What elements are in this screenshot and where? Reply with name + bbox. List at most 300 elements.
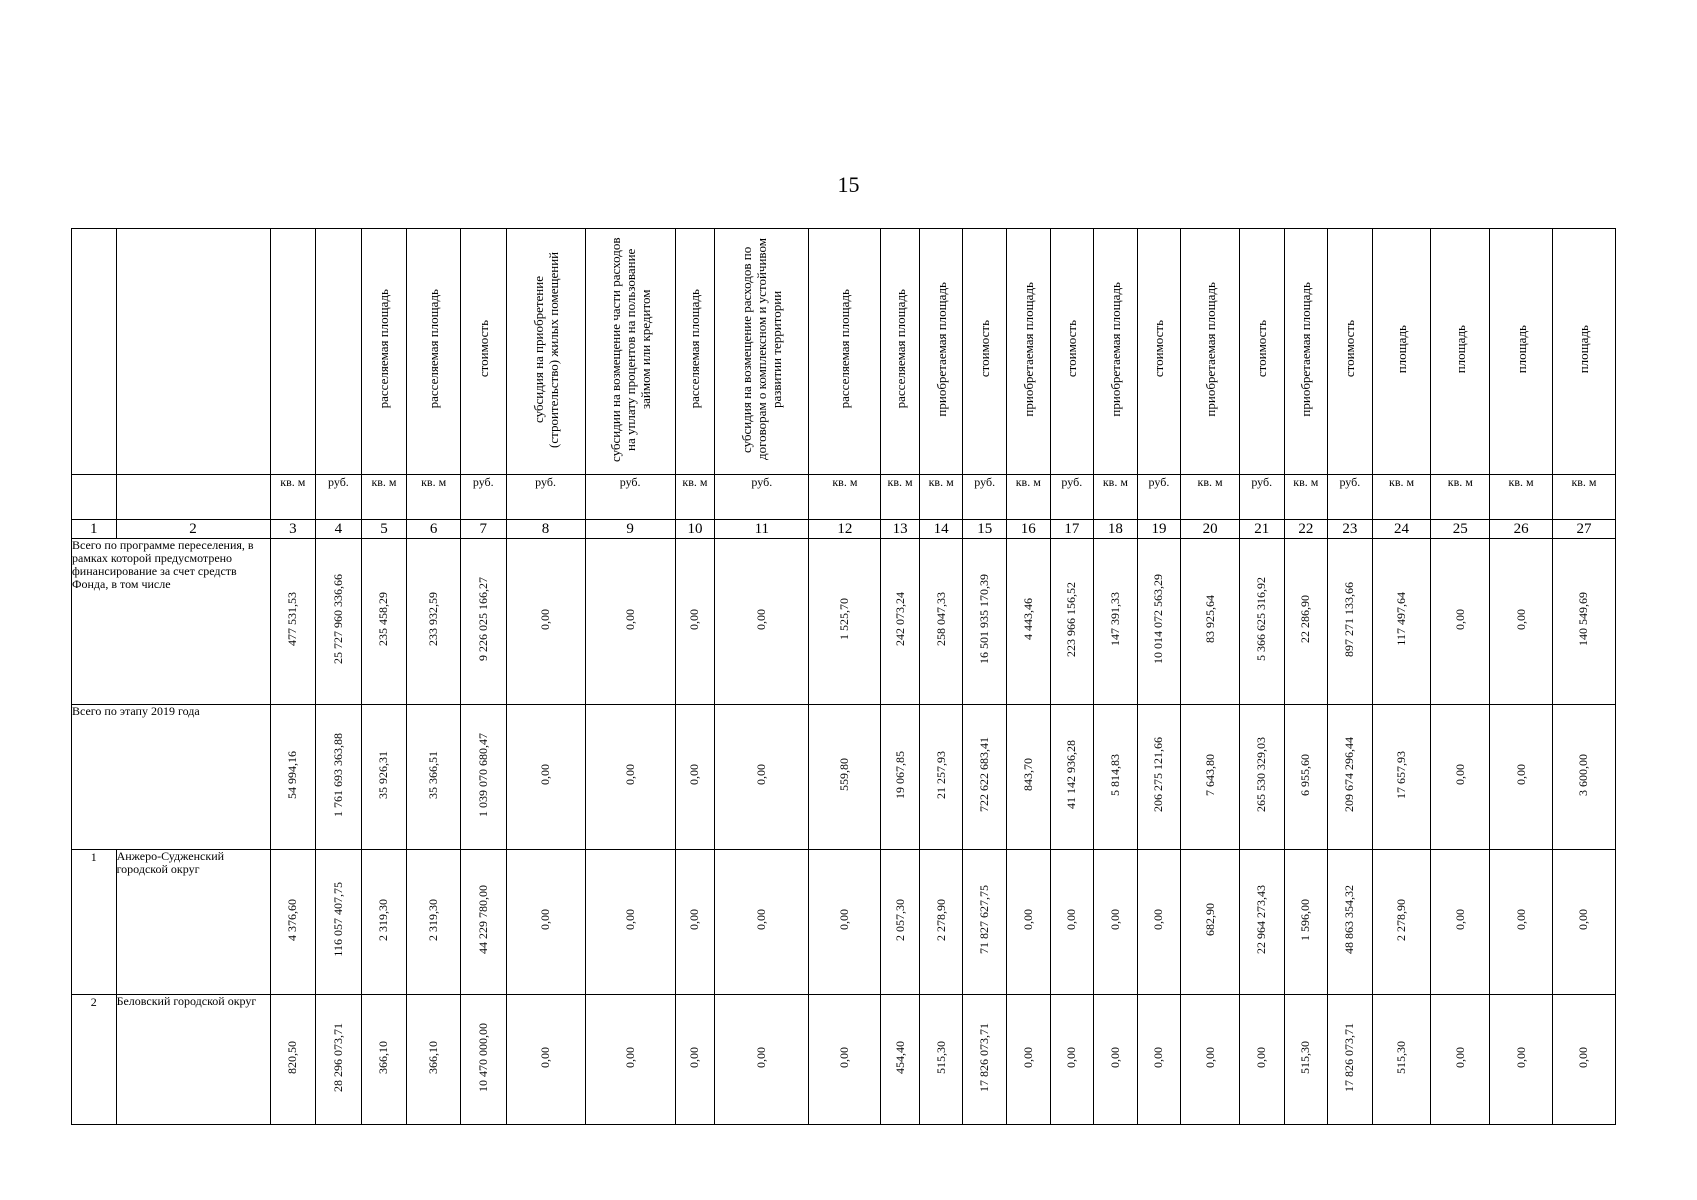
cell-value: 366,10	[426, 1040, 441, 1074]
column-header-label: площадь	[1394, 324, 1410, 374]
column-number: 14	[919, 520, 963, 539]
cell-value: 682,90	[1202, 903, 1217, 936]
value-cell	[919, 850, 963, 995]
value-cell	[1239, 995, 1284, 1125]
column-header-19	[1137, 229, 1181, 475]
value-cell	[1137, 995, 1181, 1125]
cell-value: 242 073,24	[892, 592, 907, 646]
cell-value: 0,00	[1452, 1046, 1467, 1068]
cell-value: 0,00	[1576, 1046, 1591, 1068]
value-cell	[407, 995, 461, 1125]
row-index: 1	[72, 850, 117, 995]
column-header-6	[407, 229, 461, 475]
value-cell	[316, 995, 362, 1125]
column-header-11	[715, 229, 809, 475]
value-cell	[881, 850, 919, 995]
row-name: Всего по этапу 2019 года	[72, 705, 271, 850]
value-cell	[1552, 705, 1615, 850]
value-cell	[1431, 539, 1490, 705]
value-cell	[1094, 850, 1138, 995]
cell-value: 4 376,60	[285, 898, 300, 941]
cell-value: 515,30	[933, 1040, 948, 1074]
column-header-label: расселяемая площадь	[892, 289, 908, 409]
unit-cell: кв. м	[675, 475, 715, 520]
column-number: 7	[460, 520, 506, 539]
cell-value: 820,50	[285, 1040, 300, 1074]
cell-value: 2 278,90	[1394, 898, 1409, 941]
cell-value: 0,00	[837, 909, 852, 930]
cell-value: 0,00	[622, 608, 637, 630]
column-header-8	[506, 229, 585, 475]
cell-value: 0,00	[622, 764, 637, 785]
value-cell	[919, 705, 963, 850]
cell-value: 41 142 936,28	[1064, 740, 1079, 809]
column-number: 16	[1006, 520, 1050, 539]
cell-value: 6 955,60	[1298, 753, 1313, 796]
cell-value: 19 067,85	[892, 750, 907, 799]
value-cell	[585, 850, 675, 995]
cell-value: 0,00	[1513, 1046, 1528, 1068]
value-cell	[585, 705, 675, 850]
cell-value: 0,00	[538, 909, 553, 930]
cell-value: 54 994,16	[285, 750, 300, 799]
value-cell	[963, 705, 1007, 850]
cell-value: 477 531,53	[285, 592, 300, 646]
unit-cell: кв. м	[1372, 475, 1431, 520]
cell-value: 0,00	[1576, 909, 1591, 930]
value-cell	[1328, 539, 1373, 705]
value-cell	[1372, 995, 1431, 1125]
column-header-label: стоимость	[1254, 320, 1270, 378]
value-cell	[407, 850, 461, 995]
column-header-label: площадь	[1513, 324, 1529, 374]
column-header-label: расселяемая площадь	[426, 289, 442, 409]
value-cell	[1490, 705, 1553, 850]
cell-value: 21 257,93	[933, 750, 948, 799]
value-cell	[1328, 995, 1373, 1125]
value-cell	[1284, 705, 1328, 850]
value-cell	[963, 539, 1007, 705]
column-number: 3	[270, 520, 316, 539]
cell-value: 2 319,30	[376, 898, 391, 941]
cell-value: 0,00	[1064, 1046, 1079, 1068]
column-header-4	[316, 229, 362, 475]
value-cell	[963, 850, 1007, 995]
value-cell	[361, 705, 407, 850]
column-header-label: субсидия на приобретение (строительство) жилых помещений	[530, 250, 561, 448]
column-header-22	[1284, 229, 1328, 475]
value-cell	[270, 850, 316, 995]
cell-value: 0,00	[1107, 909, 1122, 930]
cell-value: 515,30	[1394, 1040, 1409, 1074]
value-cell	[881, 995, 919, 1125]
column-header-20	[1181, 229, 1240, 475]
cell-value: 35 366,51	[426, 750, 441, 799]
column-header-24	[1372, 229, 1431, 475]
cell-value: 0,00	[687, 1046, 702, 1068]
value-cell	[407, 705, 461, 850]
value-cell	[1372, 850, 1431, 995]
cell-value: 0,00	[1020, 1046, 1035, 1068]
value-cell	[715, 995, 809, 1125]
cell-value: 116 057 407,75	[330, 882, 345, 957]
cell-value: 25 727 960 336,66	[330, 574, 345, 664]
value-cell	[675, 705, 715, 850]
cell-value: 0,00	[1452, 909, 1467, 930]
column-number: 4	[316, 520, 362, 539]
value-cell	[1552, 850, 1615, 995]
unit-row	[72, 475, 1616, 520]
column-header-23	[1328, 229, 1373, 475]
column-number: 13	[881, 520, 919, 539]
column-header-label: приобретаемая площадь	[933, 281, 949, 417]
value-cell	[506, 850, 585, 995]
value-cell	[270, 995, 316, 1125]
value-cell	[270, 705, 316, 850]
value-cell	[1372, 705, 1431, 850]
table-row	[72, 539, 1616, 705]
cell-value: 17 657,93	[1394, 750, 1409, 799]
column-header-2	[116, 229, 270, 475]
unit-cell: кв. м	[270, 475, 316, 520]
page-number: 15	[837, 172, 860, 197]
cell-value: 0,00	[538, 1046, 553, 1068]
column-header-label: стоимость	[1064, 320, 1080, 378]
value-cell	[963, 995, 1007, 1125]
value-cell	[506, 539, 585, 705]
unit-cell: кв. м	[1006, 475, 1050, 520]
column-number: 18	[1094, 520, 1138, 539]
value-cell	[1094, 995, 1138, 1125]
unit-cell: руб.	[1137, 475, 1181, 520]
column-header-label: приобретаемая площадь	[1107, 281, 1123, 417]
column-number-row	[72, 520, 1616, 539]
value-cell	[1181, 995, 1240, 1125]
value-cell	[1006, 995, 1050, 1125]
cell-value: 48 863 354,32	[1342, 885, 1357, 954]
cell-value: 0,00	[754, 909, 769, 930]
column-number: 23	[1328, 520, 1373, 539]
column-header-label: субсидии на возмещение части расходов на уплату процентов на пользование займом или кредитом	[607, 236, 653, 462]
cell-value: 2 057,30	[892, 898, 907, 941]
value-cell	[919, 539, 963, 705]
unit-cell: руб.	[1239, 475, 1284, 520]
unit-cell: руб.	[715, 475, 809, 520]
cell-value: 223 966 156,52	[1064, 581, 1079, 657]
cell-value: 1 525,70	[837, 598, 852, 640]
value-cell	[1006, 705, 1050, 850]
value-cell	[1137, 539, 1181, 705]
column-header-26	[1490, 229, 1553, 475]
column-number: 26	[1490, 520, 1553, 539]
column-header-5	[361, 229, 407, 475]
value-cell	[1181, 539, 1240, 705]
cell-value: 897 271 133,66	[1342, 581, 1357, 657]
value-cell	[1284, 539, 1328, 705]
column-header-13	[881, 229, 919, 475]
cell-value: 258 047,33	[933, 592, 948, 646]
column-number: 20	[1181, 520, 1240, 539]
value-cell	[675, 539, 715, 705]
value-cell	[1239, 850, 1284, 995]
column-header-label: стоимость	[1342, 320, 1358, 378]
cell-value: 0,00	[754, 764, 769, 785]
cell-value: 235 458,29	[376, 592, 391, 646]
column-header-label: стоимость	[1151, 320, 1167, 378]
column-header-label: приобретаемая площадь	[1020, 281, 1036, 417]
value-cell	[1050, 705, 1094, 850]
cell-value: 0,00	[538, 608, 553, 630]
value-cell	[506, 705, 585, 850]
column-header-label: площадь	[1452, 324, 1468, 374]
cell-value: 0,00	[1151, 909, 1166, 930]
cell-value: 0,00	[1202, 1046, 1217, 1068]
program-table	[71, 228, 1616, 1125]
cell-value: 7 643,80	[1202, 753, 1217, 796]
value-cell	[1431, 995, 1490, 1125]
cell-value: 366,10	[376, 1040, 391, 1074]
column-header-25	[1431, 229, 1490, 475]
value-cell	[316, 850, 362, 995]
value-cell	[809, 705, 881, 850]
cell-value: 28 296 073,71	[330, 1022, 345, 1092]
value-cell	[881, 539, 919, 705]
cell-value: 559,80	[837, 758, 852, 791]
cell-value: 147 391,33	[1107, 592, 1122, 646]
column-header-17	[1050, 229, 1094, 475]
row-name: Анжеро-Судженский городской округ	[116, 850, 270, 995]
column-number: 12	[809, 520, 881, 539]
cell-value: 0,00	[1064, 909, 1079, 930]
value-cell	[1490, 539, 1553, 705]
unit-cell	[116, 475, 270, 520]
cell-value: 0,00	[687, 909, 702, 930]
cell-value: 515,30	[1298, 1040, 1313, 1074]
unit-cell: кв. м	[1094, 475, 1138, 520]
column-header-label: площадь	[1576, 324, 1592, 374]
column-header-label: стоимость	[475, 320, 491, 378]
row-name: Всего по программе переселения, в рамках которой предусмотрено финансирование за счет средств Фонда, в том числе	[72, 539, 271, 705]
cell-value: 0,00	[687, 764, 702, 785]
cell-value: 0,00	[1452, 764, 1467, 785]
column-header-label: приобретаемая площадь	[1298, 281, 1314, 417]
value-cell	[361, 539, 407, 705]
unit-cell: кв. м	[881, 475, 919, 520]
value-cell	[715, 705, 809, 850]
column-header-15	[963, 229, 1007, 475]
cell-value: 0,00	[622, 1046, 637, 1068]
cell-value: 0,00	[622, 909, 637, 930]
column-header-label: субсидия на возмещение расходов по договорам о комплексном и устойчивом развитии территории	[739, 238, 785, 460]
cell-value: 0,00	[1513, 764, 1528, 785]
cell-value: 233 932,59	[426, 592, 441, 646]
value-cell	[675, 850, 715, 995]
value-cell	[1137, 850, 1181, 995]
column-number: 1	[72, 520, 117, 539]
column-header-label: приобретаемая площадь	[1202, 281, 1218, 417]
unit-cell	[72, 475, 117, 520]
value-cell	[1050, 539, 1094, 705]
cell-value: 140 549,69	[1576, 592, 1591, 646]
unit-cell: кв. м	[809, 475, 881, 520]
unit-cell: руб.	[316, 475, 362, 520]
unit-cell: кв. м	[361, 475, 407, 520]
unit-cell: руб.	[1050, 475, 1094, 520]
value-cell	[809, 539, 881, 705]
column-number: 25	[1431, 520, 1490, 539]
cell-value: 0,00	[538, 764, 553, 785]
cell-value: 0,00	[1151, 1046, 1166, 1068]
table-row	[72, 995, 1616, 1125]
cell-value: 843,70	[1020, 758, 1035, 791]
value-cell	[715, 850, 809, 995]
cell-value: 2 278,90	[933, 898, 948, 941]
cell-value: 206 275 121,66	[1151, 737, 1166, 812]
unit-cell: руб.	[963, 475, 1007, 520]
value-cell	[1431, 705, 1490, 850]
cell-value: 83 925,64	[1202, 595, 1217, 643]
cell-value: 454,40	[892, 1040, 907, 1074]
value-cell	[919, 995, 963, 1125]
column-header-7	[460, 229, 506, 475]
value-cell	[1490, 850, 1553, 995]
value-cell	[460, 539, 506, 705]
cell-value: 0,00	[687, 608, 702, 630]
unit-cell: кв. м	[1431, 475, 1490, 520]
value-cell	[1181, 850, 1240, 995]
value-cell	[1006, 539, 1050, 705]
value-cell	[270, 539, 316, 705]
column-number: 17	[1050, 520, 1094, 539]
value-cell	[1239, 705, 1284, 850]
cell-value: 44 229 780,00	[475, 885, 490, 954]
value-cell	[1006, 850, 1050, 995]
row-name: Беловский городской округ	[116, 995, 270, 1125]
column-number: 21	[1239, 520, 1284, 539]
value-cell	[1328, 850, 1373, 995]
unit-cell: кв. м	[1552, 475, 1615, 520]
cell-value: 5 814,83	[1107, 753, 1122, 796]
unit-cell: кв. м	[919, 475, 963, 520]
column-header-row	[72, 229, 1616, 475]
value-cell	[1050, 995, 1094, 1125]
value-cell	[1431, 850, 1490, 995]
column-header-3	[270, 229, 316, 475]
value-cell	[316, 539, 362, 705]
value-cell	[809, 850, 881, 995]
value-cell	[1137, 705, 1181, 850]
column-number: 8	[506, 520, 585, 539]
column-number: 6	[407, 520, 461, 539]
cell-value: 0,00	[1107, 1046, 1122, 1068]
cell-value: 1 596,00	[1298, 898, 1313, 941]
cell-value: 0,00	[1254, 1046, 1269, 1068]
cell-value: 0,00	[1513, 909, 1528, 930]
row-index: 2	[72, 995, 117, 1125]
unit-cell: кв. м	[1181, 475, 1240, 520]
cell-value: 35 926,31	[376, 750, 391, 799]
column-header-1	[72, 229, 117, 475]
unit-cell: кв. м	[407, 475, 461, 520]
cell-value: 1 039 070 680,47	[475, 732, 490, 817]
column-number: 22	[1284, 520, 1328, 539]
cell-value: 722 622 683,41	[977, 737, 992, 812]
column-number: 2	[116, 520, 270, 539]
column-number: 15	[963, 520, 1007, 539]
value-cell	[715, 539, 809, 705]
cell-value: 10 470 000,00	[475, 1022, 490, 1092]
cell-value: 16 501 935 170,39	[977, 574, 992, 664]
value-cell	[460, 850, 506, 995]
cell-value: 22 964 273,43	[1254, 885, 1269, 954]
value-cell	[460, 705, 506, 850]
unit-cell: руб.	[506, 475, 585, 520]
cell-value: 0,00	[1020, 909, 1035, 930]
column-header-12	[809, 229, 881, 475]
value-cell	[585, 539, 675, 705]
value-cell	[881, 705, 919, 850]
unit-cell: руб.	[460, 475, 506, 520]
value-cell	[675, 995, 715, 1125]
cell-value: 117 497,64	[1394, 592, 1409, 646]
value-cell	[1094, 539, 1138, 705]
unit-cell: руб.	[1328, 475, 1373, 520]
cell-value: 5 366 625 316,92	[1254, 577, 1269, 661]
cell-value: 1 761 693 363,88	[330, 732, 345, 817]
value-cell	[1490, 995, 1553, 1125]
value-cell	[361, 850, 407, 995]
unit-cell: руб.	[585, 475, 675, 520]
cell-value: 9 226 025 166,27	[475, 577, 490, 661]
cell-value: 22 286,90	[1298, 595, 1313, 643]
value-cell	[1552, 539, 1615, 705]
value-cell	[1050, 850, 1094, 995]
cell-value: 17 826 073,71	[1342, 1022, 1357, 1092]
cell-value: 4 443,46	[1020, 598, 1035, 640]
column-header-label: расселяемая площадь	[687, 289, 703, 409]
cell-value: 0,00	[754, 1046, 769, 1068]
cell-value: 10 014 072 563,29	[1151, 574, 1166, 664]
column-header-9	[585, 229, 675, 475]
column-header-10	[675, 229, 715, 475]
value-cell	[1284, 850, 1328, 995]
value-cell	[460, 995, 506, 1125]
cell-value: 71 827 627,75	[977, 885, 992, 954]
value-cell	[1372, 539, 1431, 705]
column-header-14	[919, 229, 963, 475]
column-header-27	[1552, 229, 1615, 475]
value-cell	[1181, 705, 1240, 850]
column-header-18	[1094, 229, 1138, 475]
column-number: 11	[715, 520, 809, 539]
table-row	[72, 850, 1616, 995]
column-header-16	[1006, 229, 1050, 475]
value-cell	[361, 995, 407, 1125]
cell-value: 0,00	[837, 1046, 852, 1068]
value-cell	[407, 539, 461, 705]
value-cell	[1094, 705, 1138, 850]
value-cell	[1328, 705, 1373, 850]
value-cell	[1552, 995, 1615, 1125]
column-number: 27	[1552, 520, 1615, 539]
column-header-label: стоимость	[977, 320, 993, 378]
column-number: 10	[675, 520, 715, 539]
column-header-label: расселяемая площадь	[837, 289, 853, 409]
value-cell	[1239, 539, 1284, 705]
value-cell	[316, 705, 362, 850]
column-header-label: расселяемая площадь	[376, 289, 392, 409]
unit-cell: кв. м	[1490, 475, 1553, 520]
